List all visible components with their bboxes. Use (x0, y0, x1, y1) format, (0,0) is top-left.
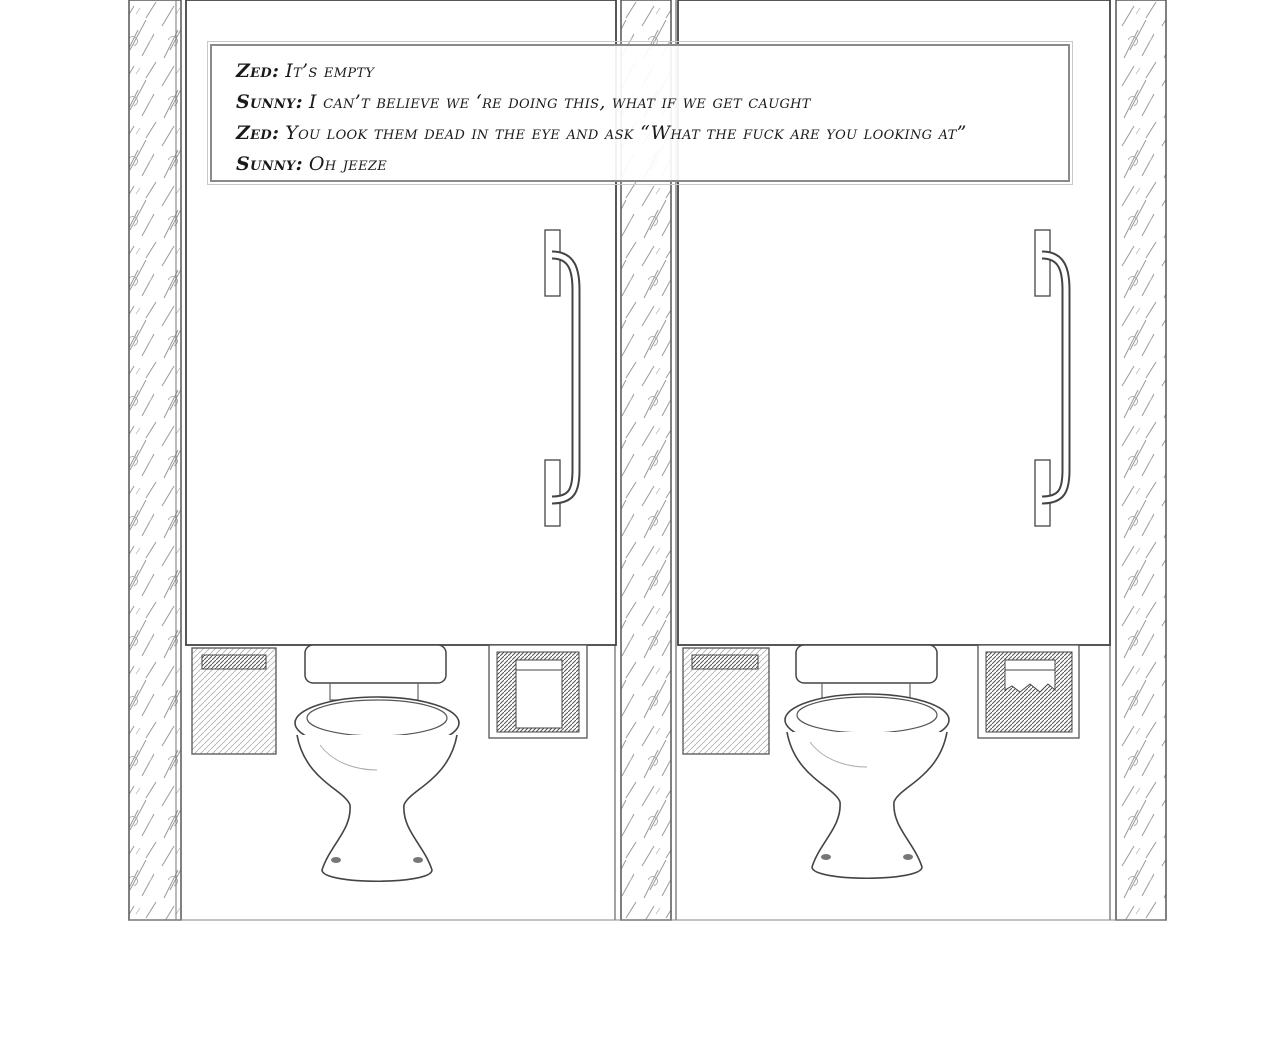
dialogue-line (236, 56, 1046, 87)
dialogue-line (236, 118, 1046, 149)
pillar-left (129, 0, 181, 920)
sanitary-bin-right (683, 648, 769, 754)
dialogue-line (236, 87, 1046, 118)
speaker-name: Sunny: (236, 153, 303, 175)
speaker-name: Zed: (236, 122, 280, 144)
speaker-name: Sunny: (236, 91, 303, 113)
dialogue-text: Oh jeeze (308, 153, 387, 175)
paper-dispenser-left (489, 645, 587, 738)
toilet-right (785, 645, 949, 878)
dialogue-line (236, 149, 1046, 180)
toilet-left (295, 645, 459, 881)
dialogue-text: It’s empty (285, 60, 375, 82)
dialogue-text: I can’t believe we ‘re doing this, what if we get caught (308, 91, 811, 113)
sanitary-bin-left (192, 648, 276, 754)
speaker-name: Zed: (236, 60, 280, 82)
dialogue-text: You look them dead in the eye and ask “What the fuck are you looking at” (285, 122, 967, 144)
dialogue-caption-box (210, 44, 1070, 182)
paper-dispenser-right (978, 645, 1079, 738)
pillar-right (1116, 0, 1166, 920)
